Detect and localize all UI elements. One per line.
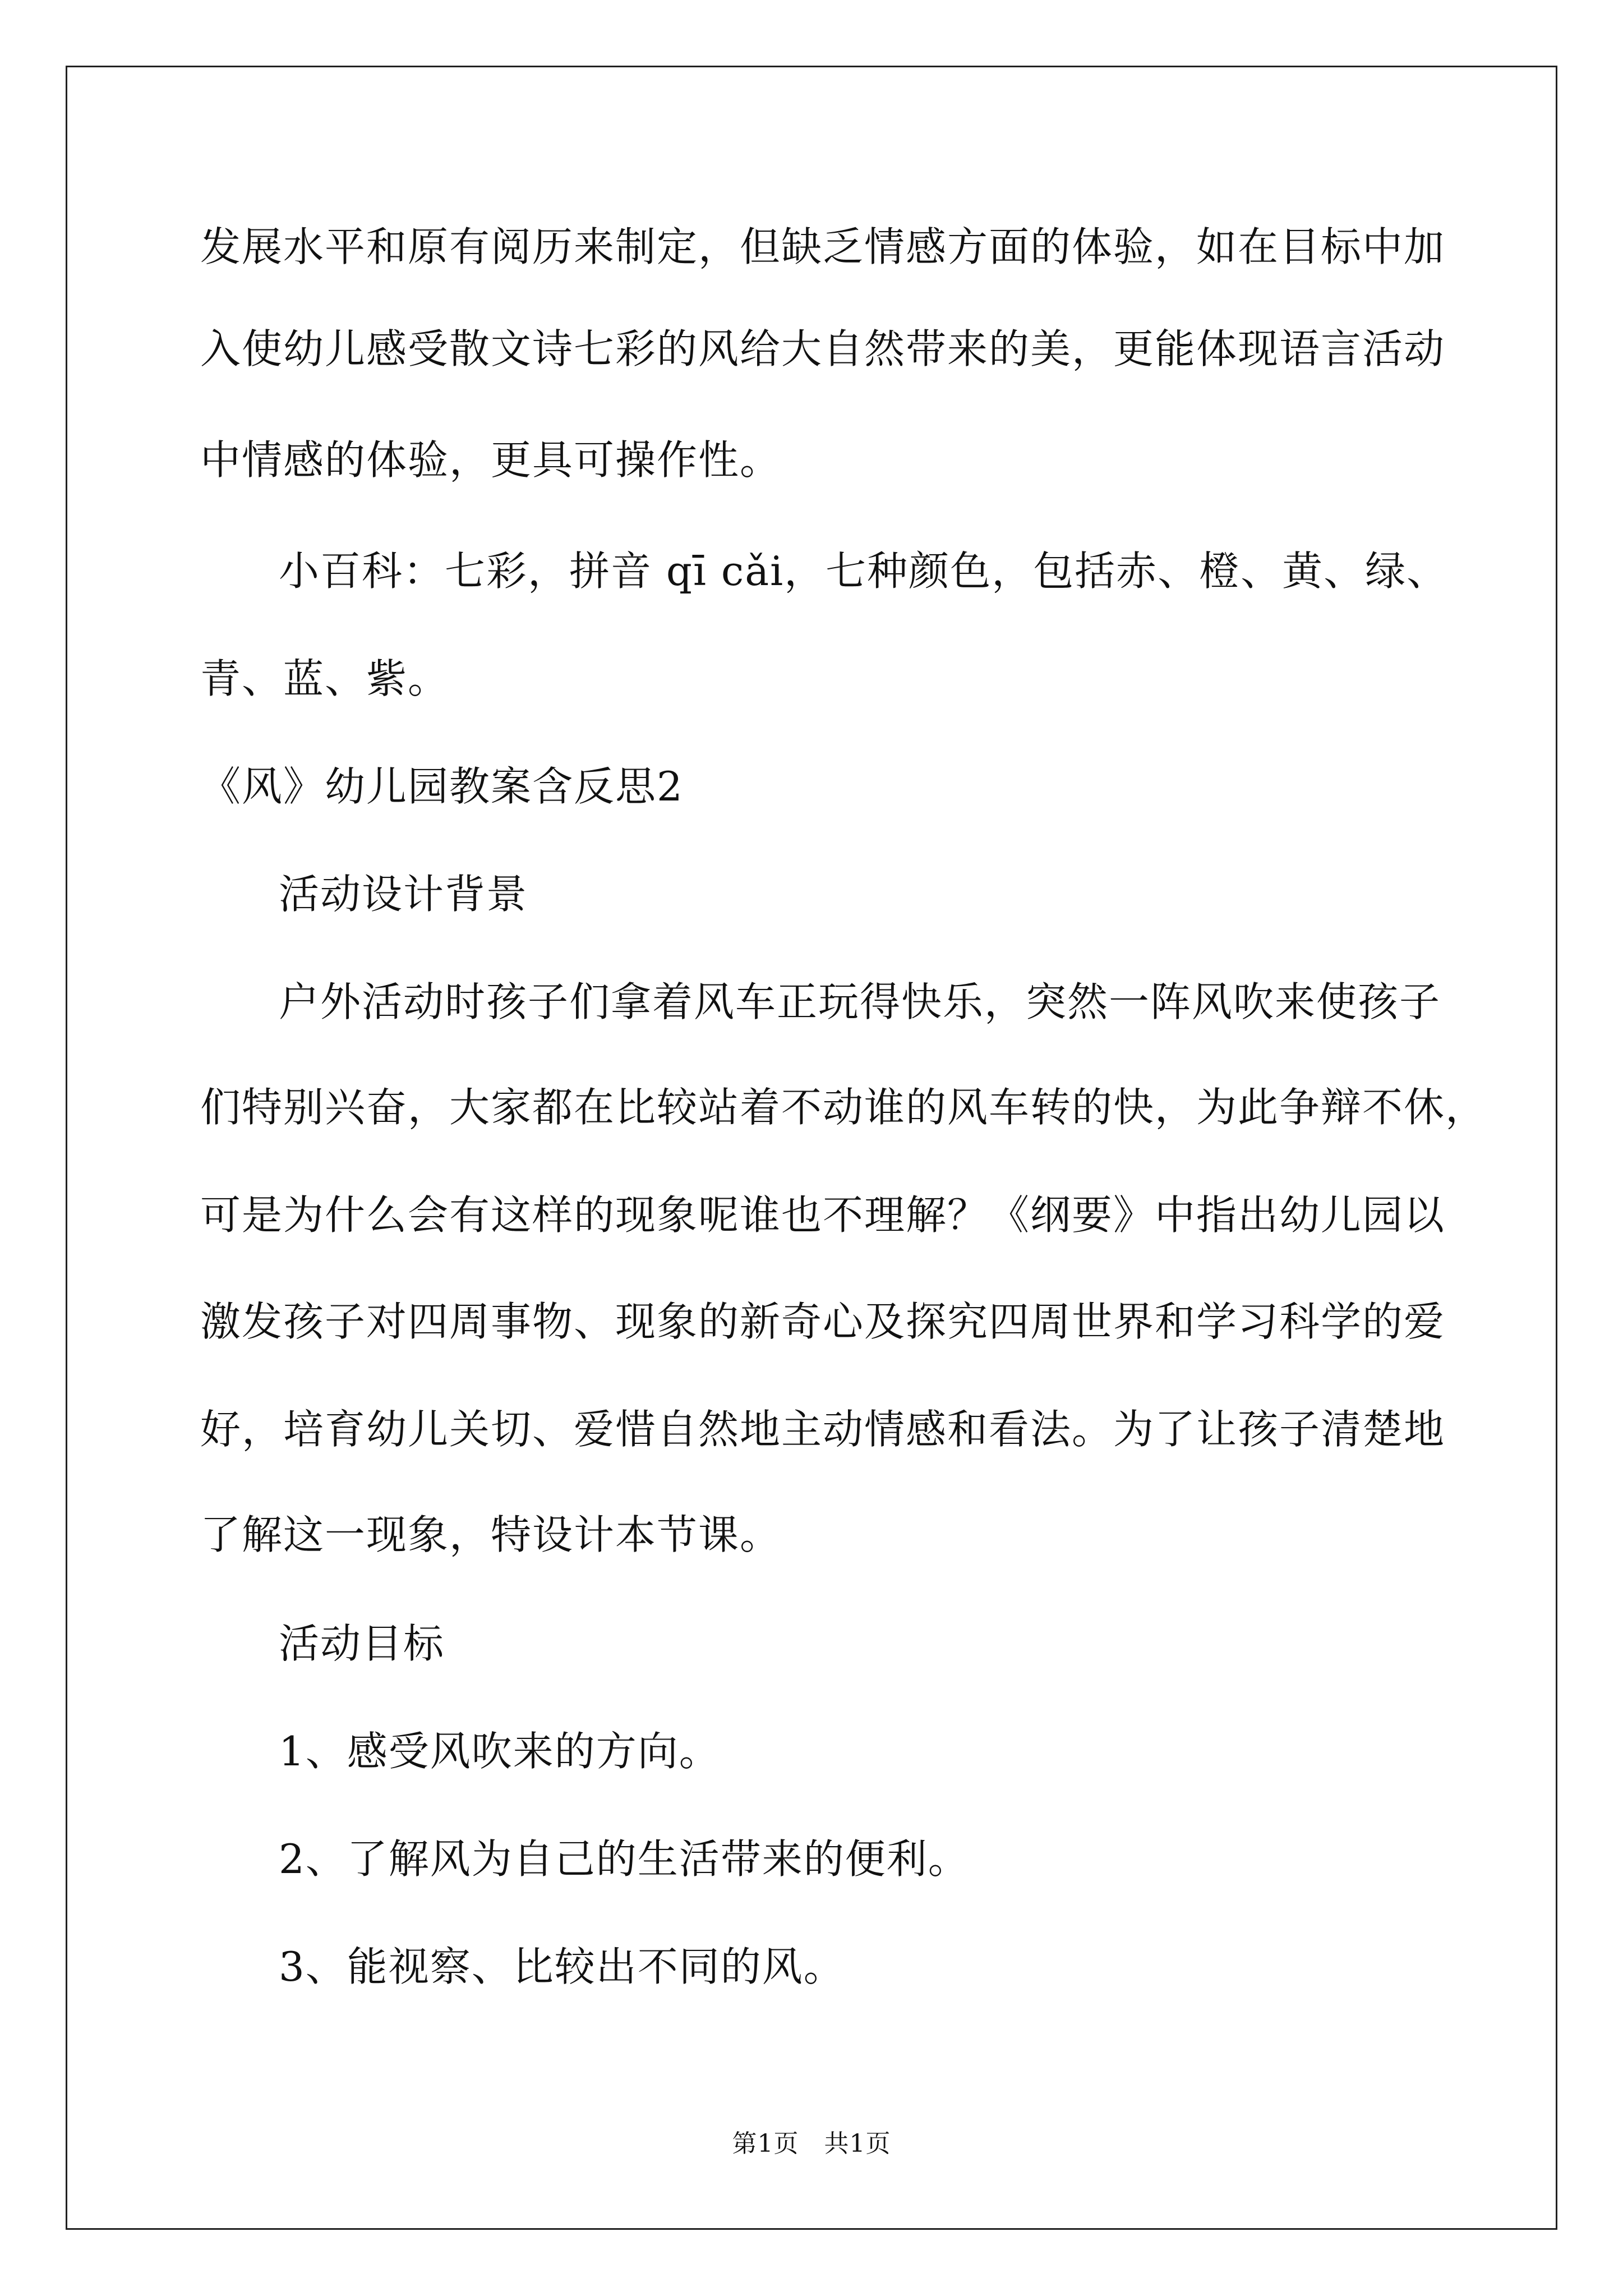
text-line: 户外活动时孩子们拿着风车正玩得快乐，突然一阵风吹来使孩子 (279, 978, 1441, 1025)
text-line: 中情感的体验，更具可操作性。 (200, 436, 782, 484)
text-line: 青、蓝、紫。 (200, 655, 450, 702)
text-line: 激发孩子对四周事物、现象的新奇心及探究四周世界和学习科学的爱 (200, 1298, 1446, 1345)
text-line: 好，培育幼儿关切、爱惜自然地主动情感和看法。为了让孩子清楚地 (200, 1406, 1446, 1453)
list-item: 2、了解风为自己的生活带来的便利。 (279, 1835, 970, 1883)
text-line: 可是为什么会有这样的现象呢谁也不理解？《纲要》中指出幼儿园以 (200, 1191, 1446, 1239)
list-item: 3、能视察、比较出不同的风。 (279, 1943, 845, 1990)
text-line: 了解这一现象，特设计本节课。 (200, 1511, 782, 1558)
section-heading: 《风》幼儿园教案含反思2 (200, 763, 684, 810)
subheading: 活动设计背景 (279, 871, 528, 918)
page-border (66, 66, 1557, 2230)
list-item: 1、感受风吹来的方向。 (279, 1728, 721, 1775)
text-line: 们特别兴奋，大家都在比较站着不动谁的风车转的快，为此争辩不休， (200, 1084, 1487, 1131)
text-line: 入使幼儿感受散文诗七彩的风给大自然带来的美，更能体现语言活动 (200, 325, 1446, 372)
text-line: 发展水平和原有阅历来制定，但缺乏情感方面的体验，如在目标中加 (200, 223, 1446, 270)
subheading: 活动目标 (279, 1620, 445, 1667)
text-line: 小百科：七彩，拼音 qī cǎi，七种颜色，包括赤、橙、黄、绿、 (279, 547, 1449, 595)
page-footer: 第1页 共1页 (732, 2129, 891, 2158)
